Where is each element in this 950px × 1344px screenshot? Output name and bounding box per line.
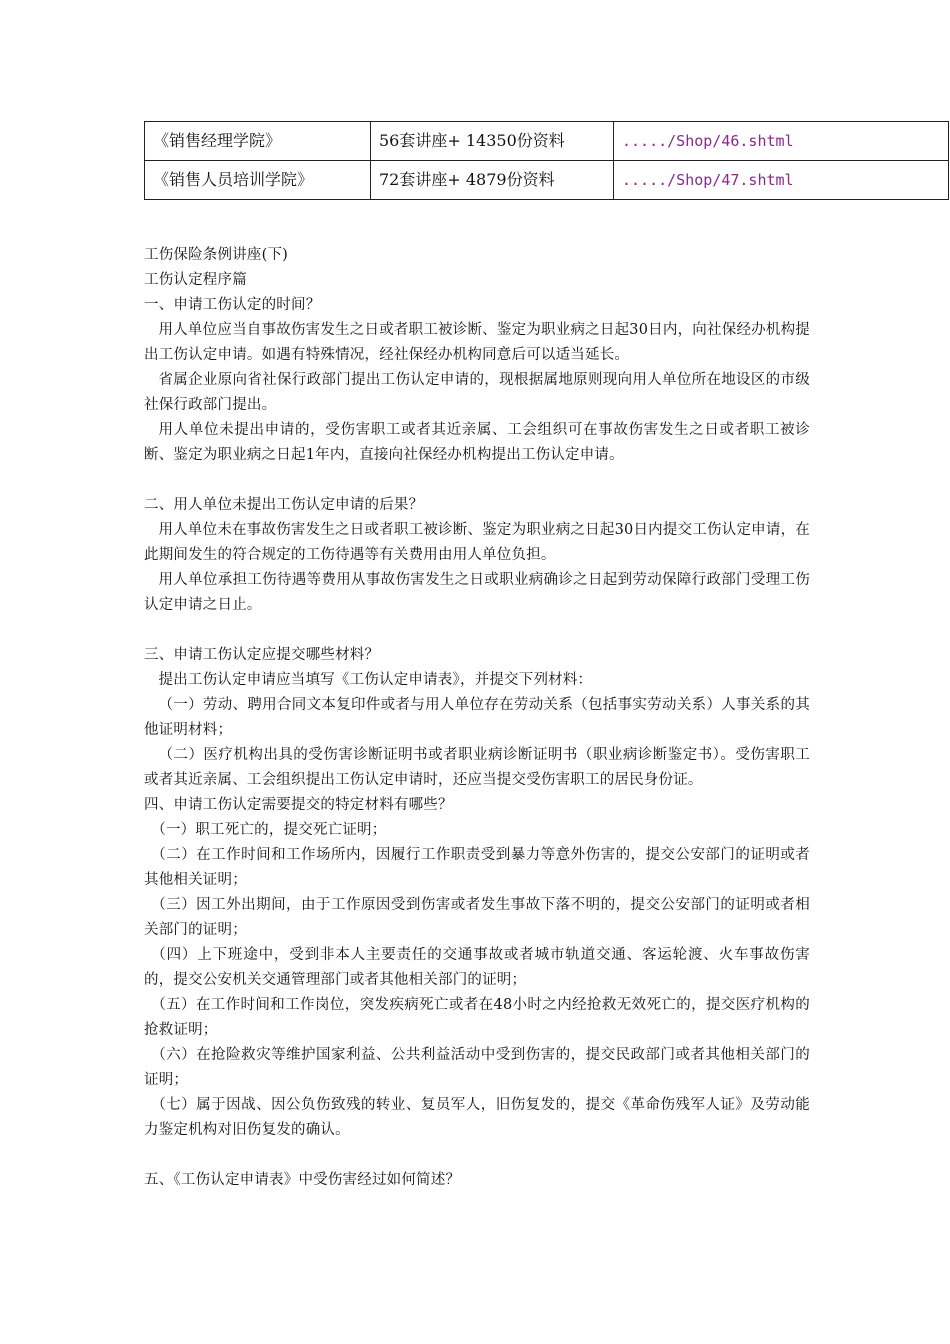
- list-item: （二）在工作时间和工作场所内，因履行工作职责受到暴力等意外伤害的，提交公安部门的证明或者其他相关证明；: [144, 847, 810, 888]
- paragraph: 用人单位应当自事故伤害发生之日或者职工被诊断、鉴定为职业病之日起30日内，向社保经办机构提出工伤认定申请。如遇有特殊情况，经社保经办机构同意后可以适当延长。: [144, 322, 810, 363]
- list-item: （三）因工外出期间，由于工作原因受到伤害或者发生事故下落不明的，提交公安部门的证明或者相关部门的证明；: [144, 897, 810, 938]
- spacer: [144, 618, 810, 643]
- course-count: 72套讲座+ 4879份资料: [371, 161, 614, 200]
- article-title: 工伤保险条例讲座(下): [144, 247, 289, 263]
- paragraph: 提出工伤认定申请应当填写《工伤认定申请表》，并提交下列材料：: [158, 672, 593, 688]
- article-body: [144, 243, 810, 1193]
- section-heading: 一、申请工伤认定的时间？: [144, 297, 321, 313]
- list-item: （六）在抢险救灾等维护国家利益、公共利益活动中受到伤害的，提交民政部门或者其他相关部门的证明；: [144, 1047, 810, 1088]
- course-link[interactable]: ...../Shop/46.shtml: [614, 122, 949, 161]
- spacer: [144, 1143, 810, 1168]
- paragraph: 用人单位未提出申请的，受伤害职工或者其近亲属、工会组织可在事故伤害发生之日或者职工被诊断、鉴定为职业病之日起1年内，直接向社保经办机构提出工伤认定申请。: [144, 422, 810, 463]
- section-heading: 四、申请工伤认定需要提交的特定材料有哪些？: [144, 797, 453, 813]
- list-item: （七）属于因战、因公负伤致残的转业、复员军人，旧伤复发的，提交《革命伤残军人证》及劳动能力鉴定机构对旧伤复发的确认。: [144, 1097, 810, 1138]
- table-row: [145, 161, 949, 200]
- list-item: （一）职工死亡的，提交死亡证明；: [151, 822, 387, 838]
- list-item: （二）医疗机构出具的受伤害诊断证明书或者职业病诊断证明书（职业病诊断鉴定书）。受伤害职工或者其近亲属、工会组织提出工伤认定申请时，还应当提交受伤害职工的居民身份证。: [144, 747, 810, 788]
- list-item: （一）劳动、聘用合同文本复印件或者与用人单位存在劳动关系（包括事实劳动关系）人事关系的其他证明材料；: [144, 697, 810, 738]
- list-item: （四）上下班途中，受到非本人主要责任的交通事故或者城市轨道交通、客运轮渡、火车事故伤害的，提交公安机关交通管理部门或者其他相关部门的证明；: [144, 947, 810, 988]
- course-count: 56套讲座+ 14350份资料: [371, 122, 614, 161]
- paragraph: 用人单位承担工伤待遇等费用从事故伤害发生之日或职业病确诊之日起到劳动保障行政部门受理工伤认定申请之日止。: [144, 572, 810, 613]
- article-subtitle: 工伤认定程序篇: [144, 272, 247, 288]
- section-heading: 三、申请工伤认定应提交哪些材料？: [144, 647, 380, 663]
- list-item: （五）在工作时间和工作岗位，突发疾病死亡或者在48小时之内经抢救无效死亡的，提交医疗机构的抢救证明；: [144, 997, 810, 1038]
- spacer: [144, 468, 810, 493]
- catalog-table: [144, 121, 949, 200]
- course-title: 《销售经理学院》: [145, 122, 371, 161]
- course-title: 《销售人员培训学院》: [145, 161, 371, 200]
- section-heading: 二、用人单位未提出工伤认定申请的后果？: [144, 497, 424, 513]
- section-heading: 五、《工伤认定申请表》中受伤害经过如何简述？: [144, 1172, 461, 1188]
- table-row: [145, 122, 949, 161]
- paragraph: 省属企业原向省社保行政部门提出工伤认定申请的，现根据属地原则现向用人单位所在地设区的市级社保行政部门提出。: [144, 372, 810, 413]
- course-link[interactable]: ...../Shop/47.shtml: [614, 161, 949, 200]
- paragraph: 用人单位未在事故伤害发生之日或者职工被诊断、鉴定为职业病之日起30日内提交工伤认定申请，在此期间发生的符合规定的工伤待遇等有关费用由用人单位负担。: [144, 522, 810, 563]
